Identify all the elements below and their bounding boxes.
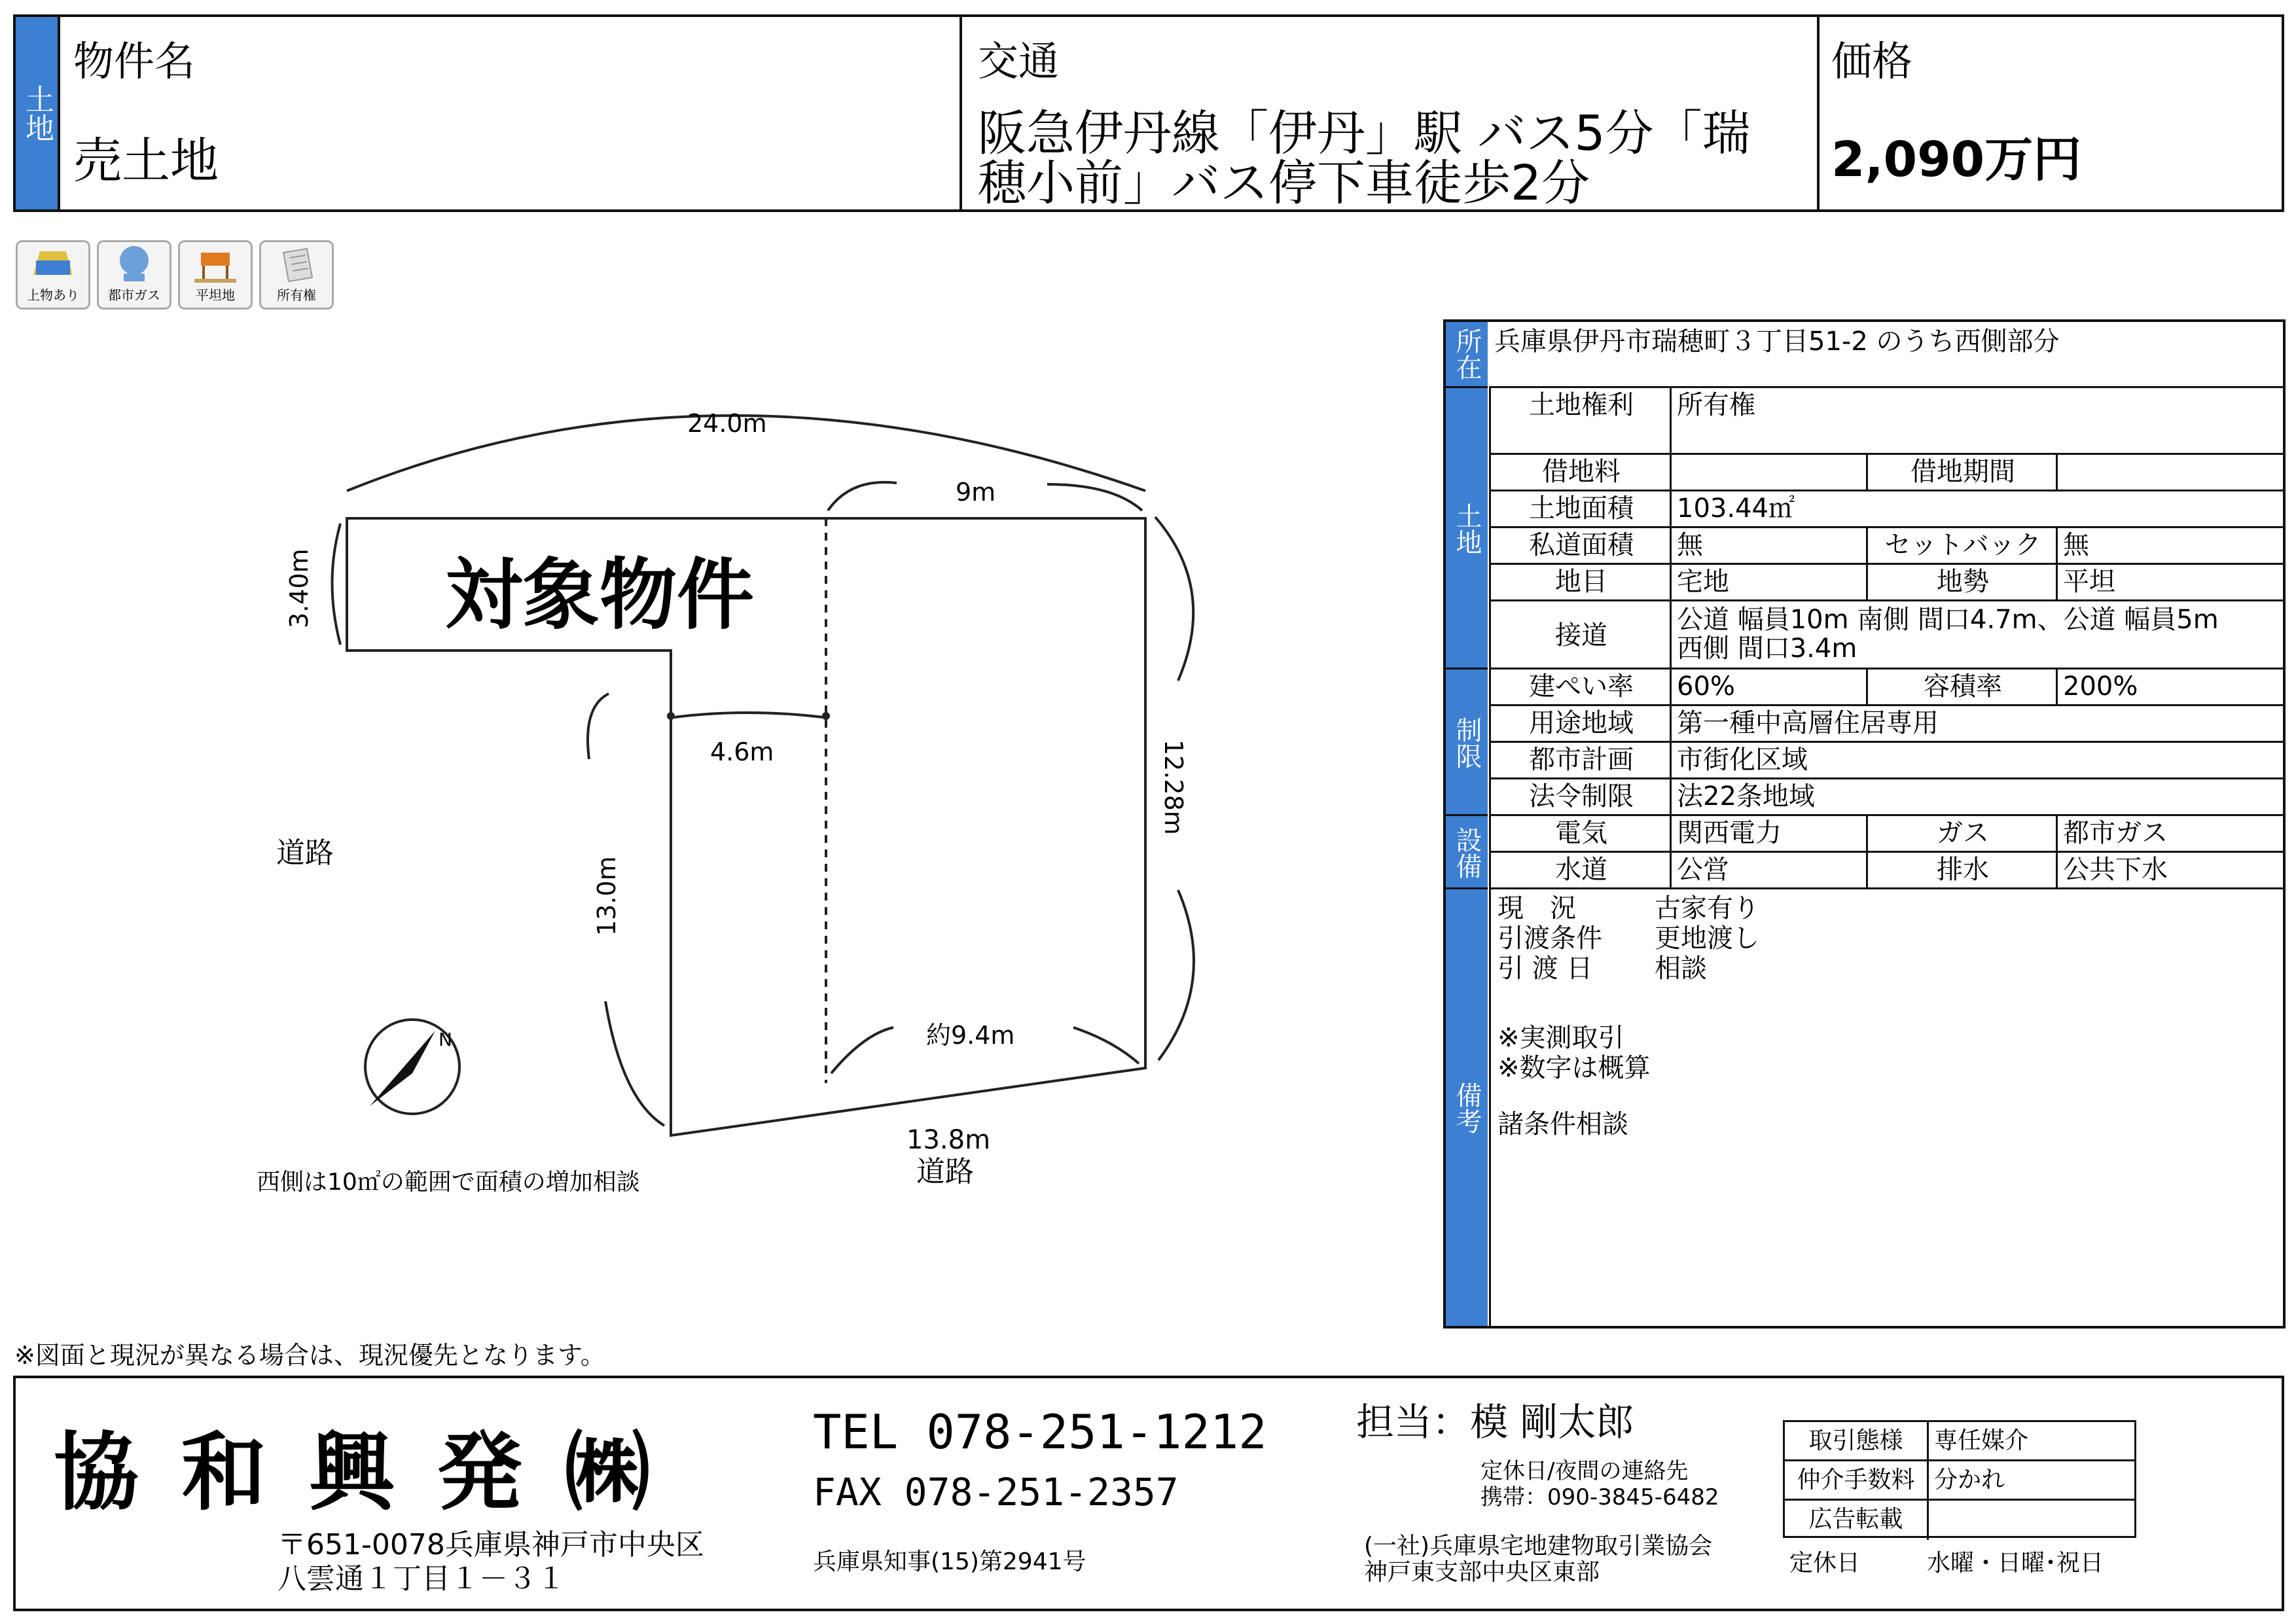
- row-private-road: [1489, 526, 2283, 565]
- icon-badge-flat: [178, 240, 253, 310]
- road-south-label: 道路: [916, 1155, 974, 1188]
- row-city-plan: [1489, 741, 2283, 779]
- access-label: 交通: [978, 37, 1060, 85]
- remarks-section-text: 備考: [1452, 1081, 1482, 1134]
- water-label: 水道: [1489, 853, 1672, 889]
- lease-period-label: 借地期間: [1866, 455, 2058, 491]
- gas-value: 都市ガス: [2056, 816, 2283, 853]
- property-details-table: [1443, 319, 2286, 1329]
- land-category-label: 地目: [1489, 565, 1672, 601]
- tel-number[interactable]: TEL 078-251-1212: [813, 1404, 1267, 1459]
- dim-label-top: 24.0m: [687, 409, 767, 438]
- far-label: 容積率: [1866, 669, 2058, 706]
- remark-value: 更地渡し: [1655, 923, 1759, 954]
- restriction-section-label: [1446, 668, 1488, 816]
- mobile-number[interactable]: 携帯：090-3845-6482: [1480, 1484, 1719, 1510]
- land-section-text: 土地: [1452, 503, 1482, 555]
- area-note: 西側は10㎡の範囲で面積の増加相談: [257, 1169, 640, 1196]
- lease-fee-value: [1670, 455, 1873, 491]
- terrain-value: 平坦: [2056, 565, 2283, 601]
- drain-value: 公共下水: [2056, 853, 2283, 889]
- row-legal: [1489, 777, 2283, 816]
- city-plan-value: 市街化区域: [1670, 743, 2283, 779]
- dim-arc-9m-left: [828, 482, 897, 510]
- remark-key: 現 況: [1498, 893, 1576, 923]
- dim-label-inner: 4.6m: [710, 738, 774, 766]
- dim-arc-right-bottom: [1158, 890, 1194, 1060]
- legal-value: 法22条地域: [1670, 779, 2283, 816]
- dim-label-13: 13.0m: [592, 856, 621, 936]
- facility-section-text: 設備: [1452, 827, 1482, 879]
- row-area: [1489, 490, 2283, 528]
- road-access-line-2: 西側 間口3.4m: [1677, 633, 1857, 664]
- ad-value: [1929, 1501, 2134, 1540]
- zoning-label: 用途地域: [1489, 706, 1672, 743]
- road-access-line-1: 公道 幅員10m 南側 間口4.7m、公道 幅員5m: [1677, 605, 2219, 635]
- row-lease: [1489, 453, 2283, 491]
- address-section-text: 所在: [1452, 328, 1482, 380]
- company-address-line2: 八雲通１丁目１－３１: [278, 1562, 565, 1596]
- city-plan-label: 都市計画: [1489, 743, 1672, 779]
- lease-fee-label: 借地料: [1489, 455, 1672, 491]
- row-land-rights: [1489, 386, 2283, 455]
- target-property-label: 対象物件: [445, 550, 755, 640]
- fee-label: 仲介手数料: [1785, 1461, 1929, 1501]
- license-number: 兵庫県知事(15)第2941号: [813, 1548, 1086, 1575]
- restriction-section-text: 制限: [1452, 717, 1482, 769]
- remarks-section-label: [1446, 887, 1488, 1326]
- icon-caption: 平坦地: [196, 287, 235, 303]
- fax-number: FAX 078-251-2357: [813, 1470, 1179, 1514]
- dim-arc-inner: [674, 713, 823, 717]
- fee-value: 分かれ: [1929, 1461, 2134, 1501]
- address-section-label: [1446, 322, 1488, 386]
- remark-row: [1498, 893, 2283, 923]
- deal-label: 取引態様: [1785, 1422, 1929, 1461]
- transaction-table: [1783, 1420, 2136, 1538]
- dim-label-bottom: 13.8m: [906, 1125, 991, 1155]
- price-label: 価格: [1831, 37, 1913, 85]
- sale-sign-icon: [183, 242, 248, 288]
- private-road-value: 無: [1670, 528, 1873, 565]
- company-name: 協 和 興 発 ㈱: [54, 1422, 657, 1522]
- remark-row: [1498, 954, 2283, 984]
- deal-value: 専任媒介: [1929, 1422, 2134, 1461]
- remark-row: [1498, 923, 2283, 954]
- icon-caption: 所有権: [277, 287, 316, 303]
- dim-arc-13-bottom: [605, 1001, 664, 1126]
- icon-badge-ownership: [259, 240, 334, 310]
- coverage-value: 60%: [1670, 669, 1873, 706]
- association-line-2: 神戸東支部中央区東部: [1364, 1559, 1600, 1586]
- dim-arc-bottom-right: [1073, 1027, 1139, 1063]
- legal-label: 法令制限: [1489, 779, 1672, 816]
- coverage-label: 建ぺい率: [1489, 669, 1672, 706]
- closed-days-value: 水曜・日曜･祝日: [1927, 1550, 2104, 1577]
- dim-label-9m: 9m: [956, 478, 996, 507]
- site-plan-drawing: [0, 366, 1407, 1296]
- road-access-value: [1670, 601, 2283, 669]
- drain-label: 排水: [1866, 853, 2058, 889]
- header-section-text: 土地: [20, 84, 54, 142]
- dim-label-left: 3.40m: [285, 548, 314, 628]
- remark-key: 引渡条件: [1498, 923, 1602, 954]
- holiday-contact-label: 定休日/夜間の連絡先: [1480, 1458, 1689, 1484]
- icon-caption: 都市ガス: [108, 287, 160, 303]
- dim-label-bottom-inner: 約9.4m: [926, 1021, 1015, 1050]
- house-icon: [20, 242, 86, 288]
- dim-arc-bottom-left: [831, 1027, 893, 1073]
- land-category-value: 宅地: [1670, 565, 1873, 601]
- row-water-drain: [1489, 851, 2283, 889]
- water-value: 公営: [1670, 853, 1873, 889]
- row-zoning: [1489, 704, 2283, 743]
- header-section-label: [16, 17, 60, 209]
- private-road-label: 私道面積: [1489, 528, 1672, 565]
- document-icon: [264, 242, 329, 288]
- icon-badge-building: [16, 240, 90, 310]
- far-value: 200%: [2056, 669, 2283, 706]
- dim-arc-left: [332, 524, 341, 645]
- disclaimer-text: ※図面と現況が異なる場合は、現況優先となります。: [14, 1341, 605, 1370]
- road-access-label: 接道: [1489, 601, 1672, 669]
- gas-tank-icon: [101, 242, 167, 288]
- ad-label: 広告転載: [1785, 1501, 1929, 1540]
- facility-section-label: [1446, 814, 1488, 889]
- compass-north: N: [439, 1029, 452, 1050]
- access-line-1: 阪急伊丹線「伊丹」駅 バス5分「瑞: [978, 105, 1751, 162]
- access-line-2: 穂小前」バス停下車徒歩2分: [978, 155, 1590, 211]
- icon-badge-gas: [97, 240, 171, 310]
- zoning-value: 第一種中高層住居専用: [1670, 706, 2283, 743]
- agency-footer: [13, 1376, 2284, 1611]
- remark-note: ※数字は概算: [1498, 1053, 1651, 1083]
- association-line-1: (一社)兵庫県宅地建物取引業協会: [1364, 1533, 1713, 1560]
- remark-key: 引 渡 日: [1498, 954, 1593, 984]
- price-value: 2,090万円: [1831, 132, 2082, 188]
- electric-label: 電気: [1489, 816, 1672, 853]
- dim-arc-13-top: [588, 694, 609, 759]
- land-rights-label: 土地権利: [1489, 388, 1672, 455]
- name-value: 売土地: [73, 133, 219, 189]
- price-column: [1817, 17, 2282, 209]
- gas-label: ガス: [1866, 816, 2058, 853]
- land-section-label: [1446, 386, 1488, 669]
- road-west-label: 道路: [276, 836, 334, 870]
- area-value: 103.44㎡: [1670, 491, 2283, 528]
- closed-days-label: 定休日: [1789, 1550, 1861, 1577]
- lease-period-value: [2056, 455, 2283, 491]
- icon-caption: 上物あり: [27, 287, 79, 303]
- remarks-body: [1489, 887, 2283, 1326]
- land-rights-value: 所有権: [1670, 388, 2283, 455]
- electric-value: 関西電力: [1670, 816, 1873, 853]
- dim-label-right: 12.28m: [1159, 740, 1188, 835]
- address-value: 兵庫県伊丹市瑞穂町３丁目51-2 のうち西側部分: [1494, 327, 2060, 357]
- setback-label: セットバック: [1866, 528, 2058, 565]
- dim-arc-9m-right: [1047, 484, 1142, 510]
- dim-arc-right-top: [1155, 517, 1193, 681]
- row-land-category: [1489, 563, 2283, 601]
- remark-value: 古家有り: [1655, 893, 1759, 923]
- area-label: 土地面積: [1489, 491, 1672, 528]
- staff-name: 担当：模 剛太郎: [1356, 1400, 1634, 1444]
- row-road-access: [1489, 599, 2283, 669]
- property-header: [13, 14, 2284, 212]
- row-electric-gas: [1489, 814, 2283, 853]
- company-postal-address: 〒651-0078兵庫県神戸市中央区: [278, 1528, 704, 1561]
- terrain-label: 地勢: [1866, 565, 2058, 601]
- setback-value: 無: [2056, 528, 2283, 565]
- remark-value: 相談: [1655, 954, 1707, 984]
- compass-icon: [370, 1031, 435, 1106]
- access-column: [960, 17, 1776, 209]
- name-label: 物件名: [73, 37, 196, 85]
- row-coverage: [1489, 668, 2283, 706]
- remark-note: 諸条件相談: [1498, 1109, 1628, 1139]
- remark-note: ※実測取引: [1498, 1023, 1624, 1053]
